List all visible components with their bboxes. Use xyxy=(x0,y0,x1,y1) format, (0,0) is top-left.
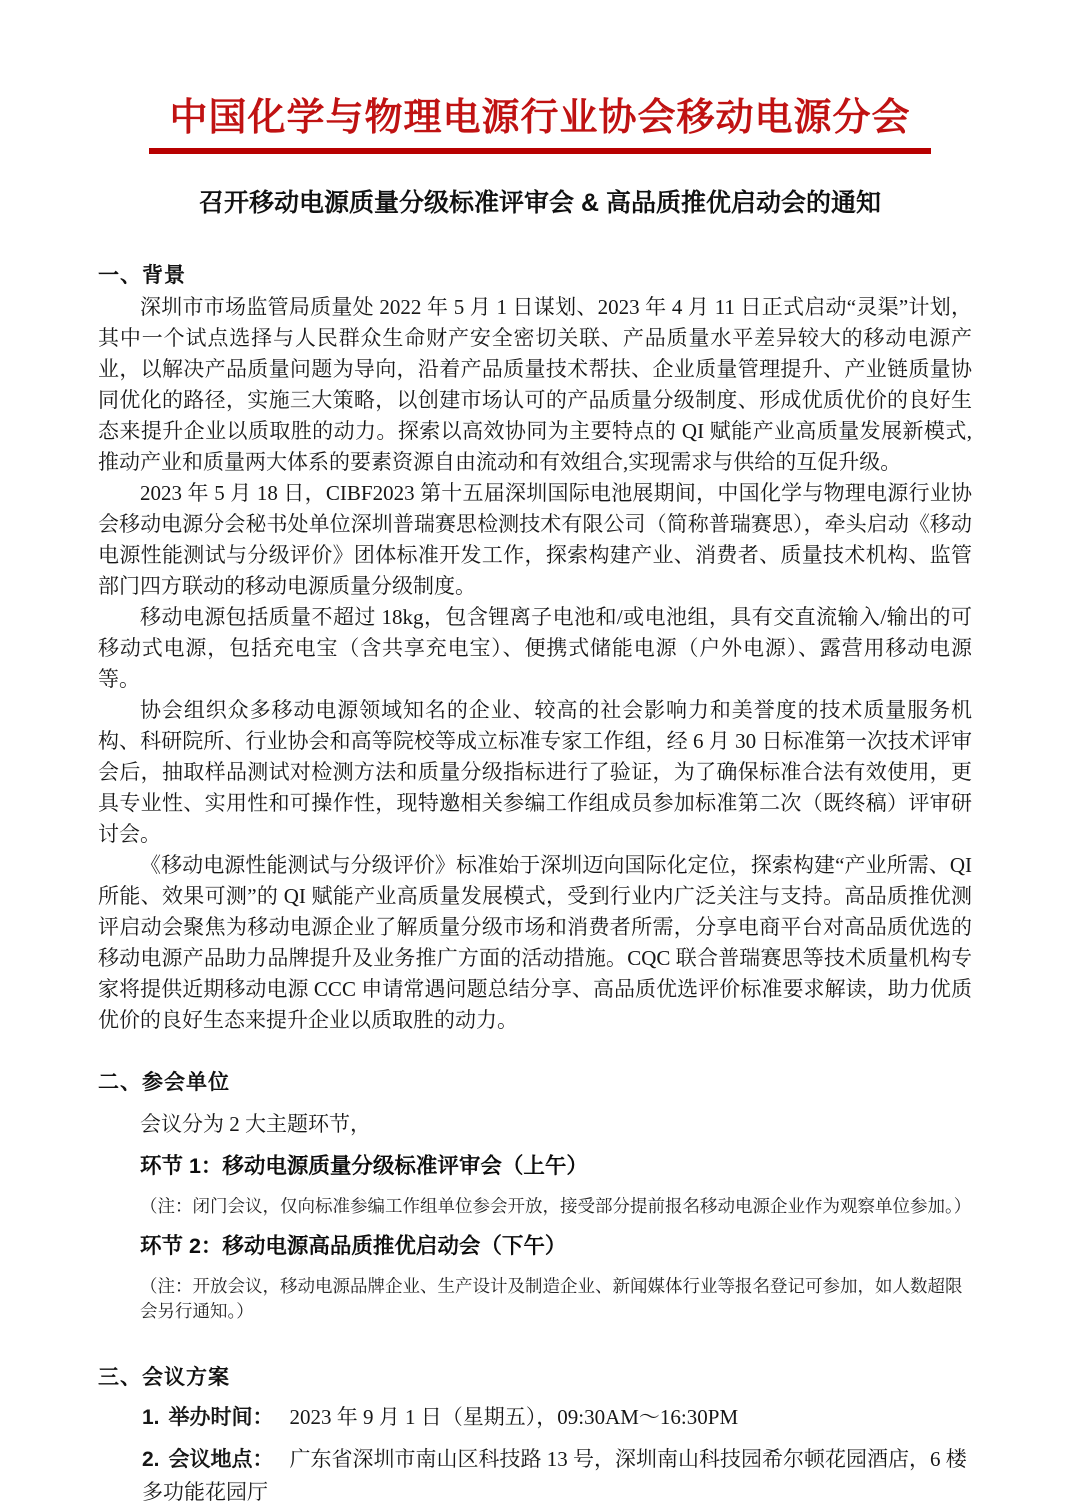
section-plan xyxy=(98,1364,972,1509)
section-heading-participants: 二、参会单位 xyxy=(98,1070,230,1094)
document-subtitle: 召开移动电源质量分级标准评审会 & 高品质推优启动会的通知 xyxy=(199,189,881,218)
session-note: （注：闭门会议，仅向标准参编工作组单位参会开放，接受部分提前报名移动电源企业作为观察单位参加。） xyxy=(140,1195,972,1216)
document-title: 中国化学与物理电源行业协会移动电源分会 xyxy=(169,97,911,139)
plan-item xyxy=(142,1401,972,1434)
plan-item xyxy=(142,1443,972,1509)
document-header xyxy=(0,0,1080,220)
background-paragraph: 移动电源包括质量不超过 18kg，包含锂离子电池和/或电池组，具有交直流输入/输出的可移动式电源，包括充电宝（含共享充电宝）、便携式储能电源（户外电源）、露营用移动电源等。 xyxy=(98,604,972,691)
session-title: 环节 1：移动电源质量分级标准评审会（上午） xyxy=(140,1153,588,1178)
plan-item-number: 1. xyxy=(142,1405,160,1429)
section-heading-plan: 三、会议方案 xyxy=(98,1365,230,1389)
plan-item-number: 2. xyxy=(142,1447,160,1471)
section-participants xyxy=(98,1069,972,1324)
document-body xyxy=(98,262,972,1509)
participants-intro: 会议分为 2 大主题环节， xyxy=(140,1111,371,1136)
background-paragraph: 协会组织众多移动电源领域知名的企业、较高的社会影响力和美誉度的技术质量服务机构、科研院所、行业协会和高等院校等成立标准专家工作组，经 6 月 30 日标准第一次技术评审会后，抽取样品测试对检测方法和质量分级指标进行了验证，为了确保标准合法有效使用，更具专业性、实用性和可操作性，现特邀相关参编工作组成员参加标准第二次（既终稿）评审研讨会。 xyxy=(98,697,972,846)
section-background xyxy=(98,262,972,1036)
session-note: （注：开放会议，移动电源品牌企业、生产设计及制造企业、新闻媒体行业等报名登记可参加，如人数超限会另行通知。） xyxy=(140,1275,963,1321)
plan-item-label: 会议地点： xyxy=(168,1447,274,1471)
session-title: 环节 2：移动电源高品质推优启动会（下午） xyxy=(140,1233,567,1258)
plan-item-value: 广东省深圳市南山区科技路 13 号，深圳南山科技园希尔顿花园酒店，6 楼多功能花园厅 xyxy=(142,1446,967,1504)
plan-item-label: 举办时间： xyxy=(168,1405,274,1429)
background-paragraph: 2023 年 5 月 18 日，CIBF2023 第十五届深圳国际电池展期间，中国化学与物理电源行业协会移动电源分会秘书处单位深圳普瑞赛思检测技术有限公司（简称普瑞赛思），牵头启动《移动电源性能测试与分级评价》团体标准开发工作，探索构建产业、消费者、质量技术机构、监管部门四方联动的移动电源质量分级制度。 xyxy=(98,480,972,598)
background-paragraph: 深圳市市场监管局质量处 2022 年 5 月 1 日谋划、2023 年 4 月 11 日正式启动“灵渠”计划，其中一个试点选择与人民群众生命财产安全密切关联、产品质量水平差异较大的移动电源产业，以解决产品质量问题为导向，沿着产品质量技术帮扶、企业质量管理提升、产业链质量协同优化的路径，实施三大策略，以创建市场认可的产品质量分级制度、形成优质优价的良好生态来提升企业以质取胜的动力。探索以高效协同为主要特点的 QI 赋能产业高质量发展新模式,推动产业和质量两大体系的要素资源自由流动和有效组合,实现需求与供给的互促升级。 xyxy=(98,294,972,474)
plan-item-value: 2023 年 9 月 1 日（星期五），09:30AM～16:30PM xyxy=(289,1404,739,1429)
section-heading-background: 一、背景 xyxy=(98,263,186,287)
title-underline xyxy=(149,148,931,154)
background-paragraph: 《移动电源性能测试与分级评价》标准始于深圳迈向国际化定位，探索构建“产业所需、QI 所能、效果可测”的 QI 赋能产业高质量发展模式，受到行业内广泛关注与支持。高品质推优测评启动会聚焦为移动电源企业了解质量分级市场和消费者所需，分享电商平台对高品质优选的移动电源产品助力品牌提升及业务推广方面的活动措施。CQC 联合普瑞赛思等技术质量机构专家将提供近期移动电源 CCC 申请常遇问题总结分享、高品质优选评价标准要求解读，助力优质优价的良好生态来提升企业以质取胜的动力。 xyxy=(98,852,972,1032)
